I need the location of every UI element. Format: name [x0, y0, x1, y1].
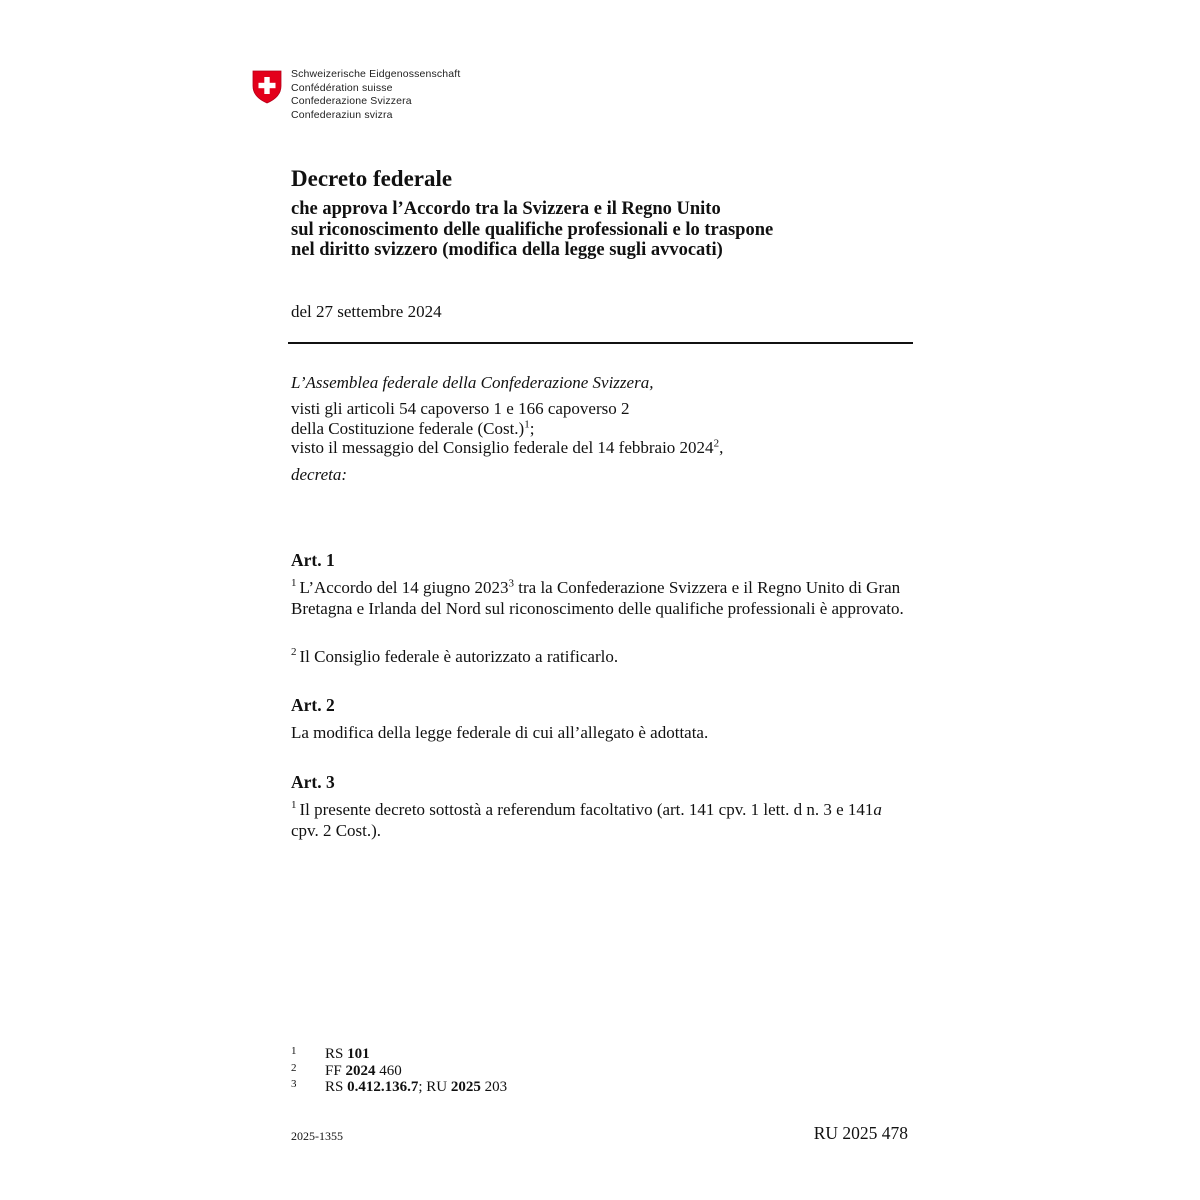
preamble-text: ; — [529, 418, 535, 438]
footnote-text — [325, 1063, 402, 1080]
paragraph-text: Il presente decreto sottostà a referendum facoltativo (art. 141 cpv. 1 lett. d n. 3 e 141 — [299, 800, 874, 819]
preamble-text: della Costituzione federale (Cost.) — [291, 418, 525, 438]
document-code: 2025-1355 — [291, 1129, 343, 1143]
footnote-text — [325, 1046, 370, 1063]
letterhead — [252, 68, 460, 122]
paragraph-text: cpv. 2 Cost.). — [291, 820, 382, 840]
subtitle-line: nel diritto svizzero (modifica della legge sugli avvocati) — [291, 240, 723, 260]
preamble-line — [291, 419, 911, 439]
article-1-paragraph-2 — [291, 647, 911, 668]
preamble — [291, 372, 911, 486]
paragraph-text: tra la Confederazione Svizzera e il Regno Unito di Gran Bretagna e Irlanda del Nord sul riconoscimento delle qualifiche professionali è approvato. — [291, 578, 904, 618]
footnote-prefix: FF — [325, 1062, 346, 1079]
footnote-bold: 2025 — [450, 1079, 481, 1095]
footnote-ref[interactable]: 2 — [713, 437, 720, 450]
footnotes — [291, 1046, 507, 1096]
confederation-name-rm: Confederaziun svizra — [291, 108, 393, 121]
footnote — [291, 1079, 507, 1096]
footnote-number: 1 — [291, 1045, 297, 1057]
article-2-heading: Art. 2 — [291, 695, 335, 715]
footnote-ref[interactable]: 3 — [508, 577, 515, 590]
preamble-line: visti gli articoli 54 capoverso 1 e 166 capoverso 2 — [291, 399, 630, 418]
footnote-bold: 2024 — [345, 1062, 376, 1079]
paragraph-text: Il Consiglio federale è autorizzato a ratificarlo. — [299, 647, 619, 666]
preamble-line — [291, 438, 911, 458]
preamble-text: , — [719, 438, 724, 457]
preamble-assembly: L’Assemblea federale della Confederazione Svizzera, — [291, 373, 654, 392]
footnote-suffix: 203 — [480, 1079, 508, 1095]
official-compilation-reference: RU 2025 478 — [813, 1123, 908, 1143]
confederation-name-fr: Confédération suisse — [291, 81, 393, 94]
preamble-text: visto il messaggio del Consiglio federale del 14 febbraio 2024 — [291, 438, 714, 457]
footnote-bold: 0.412.136.7 — [347, 1079, 419, 1095]
footnote-suffix: 460 — [375, 1062, 402, 1079]
paragraph-number: 1 — [291, 577, 297, 590]
footnote-text — [325, 1079, 507, 1096]
article-2-paragraph-1: La modifica della legge federale di cui all’allegato è adottata. — [291, 723, 709, 742]
confederation-name-it: Confederazione Svizzera — [291, 95, 412, 108]
document-subtitle — [291, 199, 931, 261]
paragraph-number: 2 — [291, 646, 297, 659]
footnote-ref[interactable]: 1 — [524, 417, 530, 430]
article-3-heading: Art. 3 — [291, 772, 335, 792]
confederation-names — [291, 68, 460, 122]
document-title: Decreto federale — [291, 166, 453, 191]
confederation-name-de: Schweizerische Eidgenossenschaft — [291, 68, 461, 80]
decree-date: del 27 settembre 2024 — [291, 302, 442, 321]
footnote-prefix: RS — [325, 1046, 348, 1062]
footnote-suffix: ; RU — [418, 1079, 451, 1095]
subtitle-line: che approva l’Accordo tra la Svizzera e il Regno Unito — [291, 199, 721, 219]
title-divider — [288, 342, 913, 344]
paragraph-text-italic: a — [873, 800, 882, 819]
footnote-bold: 101 — [347, 1046, 370, 1062]
subtitle-line: sul riconoscimento delle qualifiche professionali e lo traspone — [291, 219, 774, 240]
footnote-number: 3 — [291, 1078, 297, 1090]
swiss-coat-of-arms-icon — [252, 70, 282, 104]
paragraph-number: 1 — [291, 799, 297, 812]
paragraph-text: L’Accordo del 14 giugno 2023 — [299, 578, 509, 597]
footnote-number: 2 — [291, 1061, 297, 1074]
footnote-prefix: RS — [325, 1079, 348, 1095]
article-1-paragraph-1 — [291, 578, 911, 619]
article-1-heading: Art. 1 — [291, 550, 335, 570]
article-3-paragraph-1 — [291, 800, 911, 841]
preamble-decreta: decreta: — [291, 464, 348, 484]
